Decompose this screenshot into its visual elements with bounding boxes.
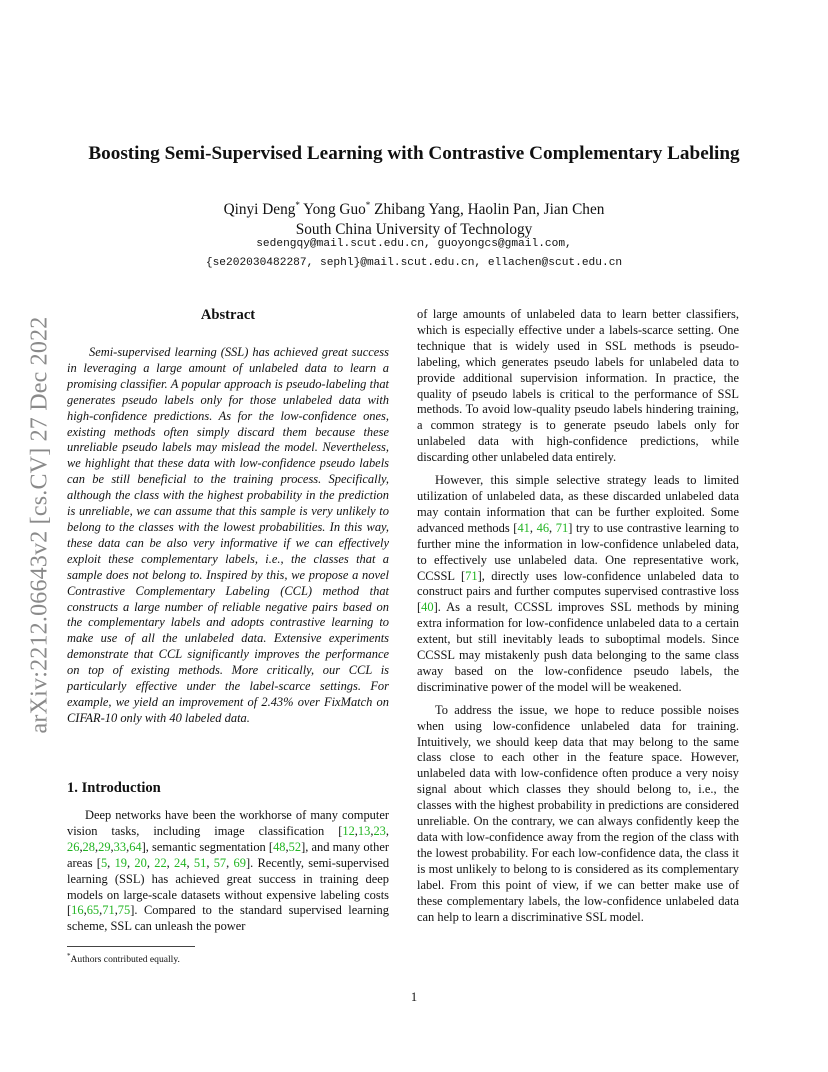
citation-link[interactable]: 75 — [117, 903, 131, 918]
text-run: ], directly uses low-confidence unlabeled data to construct pairs and further computes supervised contrastive loss [ — [417, 568, 740, 615]
right-column — [417, 307, 739, 932]
citation-link[interactable]: 33 — [113, 839, 127, 854]
text-run: ]. As a result, CCSSL improves SSL methods by mining extra information for low-confidence unlabeled data to a certain extent, but still inevitably leads to suboptimal models. Since CCSSL may mistakenly push data belonging to the same class away based on the low-confidence pseudo labels, the discriminative power of the model will be weakened. — [417, 600, 739, 694]
abstract-body — [67, 345, 389, 727]
abstract-heading: Abstract — [200, 307, 256, 323]
citation-link[interactable]: 19 — [114, 855, 127, 870]
affiliation: South China University of Technology — [295, 221, 533, 239]
email-block — [0, 235, 828, 273]
citation-link[interactable]: 29 — [98, 839, 111, 854]
citation-link[interactable]: 48 — [273, 839, 286, 854]
citation-link[interactable]: 52 — [288, 839, 302, 854]
citation-link[interactable]: 16 — [71, 903, 84, 918]
text-run: However, this simple selective strategy leads to limited utilization of unlabeled data, as these discarded unlabeled data may contain information that can be further exploited. Some advanced methods [ — [417, 473, 739, 535]
footnote-mark: * — [67, 952, 71, 960]
citation-link[interactable]: 23 — [373, 823, 386, 838]
citation-link[interactable]: 46 — [536, 520, 550, 535]
author-block — [0, 195, 828, 240]
citation-link[interactable]: 22 — [154, 855, 167, 870]
email-line: sedengqy@mail.scut.edu.cn, guoyongcs@gmail.com, — [256, 238, 572, 250]
citation-link[interactable]: 57 — [213, 855, 227, 870]
text-run: ]. Compared to the standard supervised learning scheme, SSL can unleash the power — [67, 903, 389, 934]
citation-link[interactable]: 71 — [555, 520, 569, 535]
intro-paragraph: Deep networks have been the workhorse of many computer vision tasks, including image classification [12,13,23, 26,28,29,33,64], semantic segmentation [48,52], and many other areas [5, 19, 20, 22, 24, 51, 57, 69]. Recently, semi-supervised learning (SSL) has achieved great success in training deep models on large-scale datasets without expensive labeling costs [16,65,71,75]. Compared to the standard supervised learning scheme, SSL can unleash the power — [67, 808, 390, 934]
arxiv-stamp-text: arXiv:2212.06643v2 [cs.CV] 27 Dec 2022 — [26, 316, 53, 734]
equal-contribution-mark: * — [365, 200, 371, 210]
footnote-text: Authors contributed equally. — [70, 954, 180, 966]
page-number: 1 — [410, 990, 418, 1004]
footnote — [67, 952, 180, 965]
arxiv-stamp — [14, 285, 66, 765]
text-run: Deep networks have been the workhorse of many computer vision tasks, including image classification [ — [67, 808, 389, 838]
citation-link[interactable]: 12 — [342, 823, 355, 838]
email-line: {se202030482287, sephl}@mail.scut.edu.cn, ellachen@scut.edu.cn — [205, 257, 623, 269]
citation-link[interactable]: 13 — [357, 823, 371, 838]
citation-link[interactable]: 28 — [82, 839, 95, 854]
citation-link[interactable]: 24 — [174, 855, 187, 870]
citation-link[interactable]: 71 — [465, 568, 478, 583]
equal-contribution-mark: * — [295, 200, 300, 210]
footnote-divider — [67, 946, 195, 947]
body-paragraph: of large amounts of unlabeled data to learn better classifiers, which is especially effective under a labels-scarce setting. One technique that is widely used in SSL methods is pseudo-labeling, which generates pseudo labels for unlabeled data to provide additional supervision information. In practice, the quality of pseudo labels is critical to the performance of SSL methods. To avoid low-quality pseudo labels hindering training, a common strategy is to generate pseudo labels only for unlabeled data with high-confidence predictions, while discarding other unlabeled data entirely. — [417, 307, 739, 465]
intro-body — [67, 808, 389, 935]
citation-link[interactable]: 64 — [129, 839, 142, 854]
citation-link[interactable]: 40 — [421, 600, 434, 615]
body-paragraph: To address the issue, we hope to reduce possible noises when using low-confidence unlabeled data for training. Intuitively, we should keep data that may belong to the same class close to each other in the feature space. However, unlabeled data with low-confidence often produce a very noisy signal about which classes they should belong to, i.e., the classes with the highest probability in predictions are considered unreliable. On the contrary, we can always confidently keep the data with low-confidence away from the region of the class with the lowest probability. For each low-confidence data, the class it is most unlikely to belong to is considered as its complementary label. From this point of view, if we can better make use of these complementary labels, the low-confidence unlabeled data can help to learn a discriminative SSL model. — [417, 702, 739, 924]
citation-link[interactable]: 20 — [134, 855, 147, 870]
text-run: ]. Recently, semi-supervised learning (SSL) has achieved great success in training deep models on large-scale datasets without expensive labeling costs [ — [67, 855, 390, 918]
author-name: Yong Guo — [299, 201, 366, 219]
author-name: Qinyi Deng — [223, 201, 296, 219]
citation-link[interactable]: 5 — [100, 855, 108, 870]
text-run: ] try to use contrastive learning to further mine the information in low-confidence unlabeled data, to effectively use unlabeled data. One representative work, CCSSL [ — [417, 520, 740, 583]
text-run: ], semantic segmentation [ — [141, 839, 274, 854]
body-paragraph: However, this simple selective strategy leads to limited utilization of unlabeled data, as these discarded unlabeled data may contain information that can be further exploited. Some advanced methods [41, 46, 71] try to use contrastive learning to further mine the information in low-confidence unlabeled data, to effectively use unlabeled data. One representative work, CCSSL [71], directly uses low-confidence unlabeled data to construct pairs and further computes supervised contrastive loss [40]. As a result, CCSSL improves SSL methods by mining extra information for low-confidence unlabeled data to a certain extent, but still inevitably leads to suboptimal models. Since CCSSL may mistakenly push data belonging to the same class away based on the low-confidence pseudo labels, the discriminative power of the model will be weakened. — [417, 473, 740, 694]
citation-link[interactable]: 41 — [517, 520, 530, 535]
citation-link[interactable]: 69 — [233, 855, 246, 870]
abstract-text: Semi-supervised learning (SSL) has achieved great success in leveraging a large amount of unlabeled data to learn a promising classifier. A popular approach is pseudo-labeling that generates pseudo labels only for those unlabeled data with high-confidence predictions. As for the low-confidence ones, existing methods often simply discard them because these unreliable pseudo labels may mislead the model. Nevertheless, we highlight that these data with low-confidence pseudo labels can be still beneficial to the training process. Specifically, although the class with the highest probability in the prediction is unreliable, we can assume that this sample is very unlikely to belong to the classes with the lowest probabilities. In this way, these data can be also very informative if we can effectively exploit these complementary labels, i.e., the classes that a sample does not belong to. Inspired by this, we propose a novel Contrastive Complementary Labeling (CCL) method that constructs a large number of reliable negative pairs based on the complementary labels and adopts contrastive learning to make use of all the unlabeled data. Extensive experiments demonstrate that CCL significantly improves the performance on top of existing methods. More critically, our CCL is particularly effective under the label-scarce settings. For example, we yield an improvement of 2.43% over FixMatch on CIFAR-10 only with 40 labeled data. — [67, 345, 389, 725]
citation-link[interactable]: 51 — [193, 855, 207, 870]
intro-heading: 1. Introduction — [67, 780, 161, 796]
citation-link[interactable]: 71 — [102, 903, 115, 918]
text-run: ], and many other areas [ — [67, 839, 389, 870]
citation-link[interactable]: 65 — [86, 903, 100, 918]
author-names: Zhibang Yang, Haolin Pan, Jian Chen — [370, 201, 605, 219]
citation-link[interactable]: 26 — [67, 839, 80, 854]
paper-title: Boosting Semi-Supervised Learning with Contrastive Complementary Labeling — [88, 143, 740, 164]
author-list — [0, 195, 828, 220]
